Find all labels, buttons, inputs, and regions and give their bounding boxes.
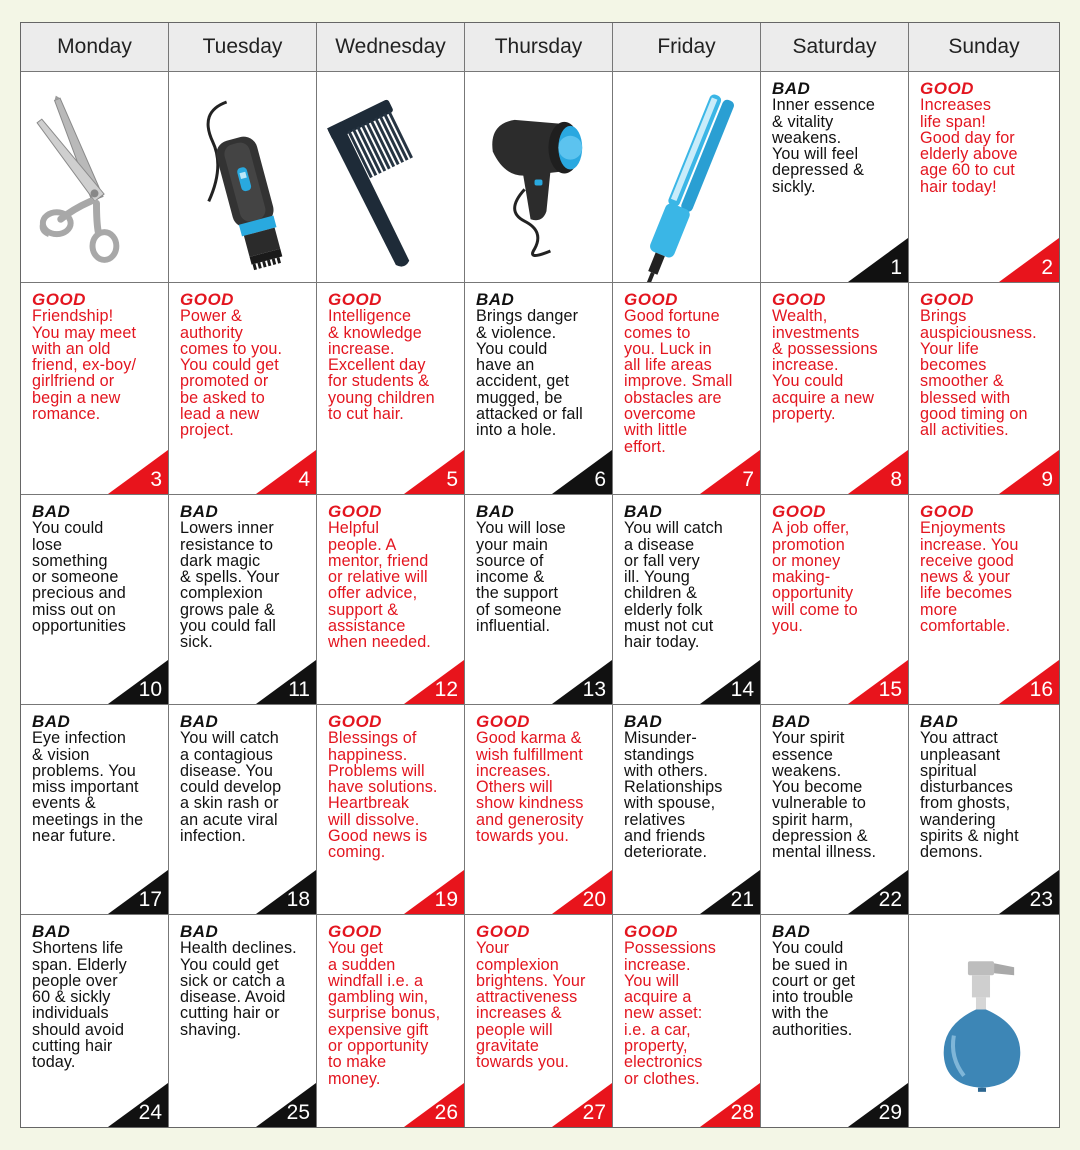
day-number: 26 — [434, 1101, 458, 1124]
day-description: Possessions increase. You will acquire a new asset: i.e. a car, property, electronics or clothes. — [624, 939, 716, 1088]
day-description: Your spirit essence weakens. You become vulnerable to spirit harm, depression & mental illness. — [772, 729, 877, 862]
day-cell — [613, 915, 761, 1127]
hair-clipper-icon — [169, 72, 316, 282]
day-cell — [613, 283, 761, 495]
spray-bottle-image-cell — [909, 915, 1059, 1127]
day-number: 12 — [434, 678, 458, 701]
day-number: 3 — [150, 468, 162, 491]
day-forecast — [624, 924, 754, 1087]
day-number: 27 — [582, 1101, 606, 1124]
day-description: Lowers inner resistance to dark magic & spells. Your complexion grows pale & you could fall sick. — [180, 519, 280, 652]
day-number: 10 — [138, 678, 162, 701]
day-verdict: BAD — [624, 502, 663, 521]
day-forecast — [328, 504, 458, 651]
hair-clipper-image-cell — [169, 72, 317, 283]
day-cell — [317, 705, 465, 915]
spray-bottle-icon — [909, 915, 1059, 1127]
day-forecast — [476, 292, 606, 439]
day-forecast — [32, 292, 162, 422]
day-verdict: BAD — [772, 922, 811, 941]
day-forecast — [180, 714, 310, 844]
day-description: A job offer, promotion or money making- opportunity will come to you. — [772, 519, 858, 636]
day-number: 23 — [1029, 888, 1053, 911]
day-forecast — [32, 504, 162, 634]
day-verdict: BAD — [772, 79, 811, 98]
day-forecast — [328, 292, 458, 422]
day-description: You will lose your main source of income & the support of someone influential. — [476, 519, 566, 636]
day-description: Health declines. You could get sick or catch a disease. Avoid cutting hair or shaving. — [180, 939, 297, 1039]
day-verdict: BAD — [180, 502, 219, 521]
day-forecast — [476, 924, 606, 1071]
day-description: Intelligence & knowledge increase. Excellent day for students & young children to cut hair. — [328, 307, 435, 424]
day-forecast — [476, 714, 606, 844]
day-cell — [613, 495, 761, 705]
day-number: 9 — [1041, 468, 1053, 491]
day-number: 8 — [890, 468, 902, 491]
day-verdict: BAD — [32, 502, 71, 521]
weekday-header-sunday: Sunday — [909, 23, 1059, 72]
day-cell — [465, 705, 613, 915]
weekday-header-wednesday: Wednesday — [317, 23, 465, 72]
day-verdict: GOOD — [772, 502, 826, 521]
day-number: 19 — [434, 888, 458, 911]
hair-cutting-calendar — [20, 22, 1060, 1128]
day-verdict: GOOD — [328, 712, 382, 731]
hair-straightener-icon — [613, 72, 760, 282]
day-description: You get a sudden windfall i.e. a gambling win, surprise bonus, expensive gift or opportunity to make money. — [328, 939, 441, 1088]
day-number: 25 — [286, 1101, 310, 1124]
day-description: Enjoyments increase. You receive good news & your life becomes more comfortable. — [920, 519, 1019, 636]
comb-image-cell — [317, 72, 465, 283]
day-cell — [761, 72, 909, 283]
day-forecast — [328, 924, 458, 1087]
day-number: 21 — [730, 888, 754, 911]
scissors-icon — [21, 72, 168, 282]
day-description: Your complexion brightens. Your attractiveness increases & people will gravitate towards you. — [476, 939, 586, 1072]
day-cell — [317, 495, 465, 705]
day-description: Helpful people. A mentor, friend or relative will offer advice, support & assistance when needed. — [328, 519, 431, 652]
day-verdict: GOOD — [624, 922, 678, 941]
day-description: You could lose something or someone precious and miss out on opportunities — [32, 519, 126, 636]
day-verdict: GOOD — [476, 922, 530, 941]
day-cell — [613, 705, 761, 915]
day-verdict: BAD — [476, 290, 515, 309]
day-forecast — [32, 714, 162, 844]
day-forecast — [772, 714, 902, 861]
day-forecast — [328, 714, 458, 861]
day-forecast — [180, 292, 310, 439]
day-verdict: GOOD — [772, 290, 826, 309]
day-cell — [21, 283, 169, 495]
day-number: 28 — [730, 1101, 754, 1124]
day-number: 6 — [594, 468, 606, 491]
day-description: Brings danger & violence. You could have an accident, get mugged, be attacked or fall into a hole. — [476, 307, 583, 440]
day-cell — [761, 495, 909, 705]
day-description: Inner essence & vitality weakens. You will feel depressed & sickly. — [772, 96, 875, 196]
day-forecast — [772, 81, 902, 195]
day-verdict: GOOD — [180, 290, 234, 309]
day-forecast — [32, 924, 162, 1071]
day-cell — [21, 495, 169, 705]
day-verdict: GOOD — [32, 290, 86, 309]
day-cell — [761, 705, 909, 915]
hair-straightener-image-cell — [613, 72, 761, 283]
day-cell — [169, 915, 317, 1127]
day-verdict: BAD — [180, 712, 219, 731]
day-description: Blessings of happiness. Problems will have solutions. Heartbreak will dissolve. Good news is coming. — [328, 729, 438, 862]
day-forecast — [180, 504, 310, 651]
day-verdict: BAD — [624, 712, 663, 731]
day-forecast — [920, 81, 1053, 195]
day-number: 11 — [288, 678, 310, 701]
day-verdict: BAD — [476, 502, 515, 521]
day-description: You attract unpleasant spiritual disturbances from ghosts, wandering spirits & night demons. — [920, 729, 1019, 862]
day-verdict: BAD — [32, 922, 71, 941]
day-number: 17 — [138, 888, 162, 911]
day-verdict: BAD — [772, 712, 811, 731]
day-verdict: GOOD — [328, 502, 382, 521]
day-forecast — [624, 714, 754, 861]
day-description: Misunder- standings with others. Relationships with spouse, relatives and friends deteriorate. — [624, 729, 723, 862]
day-description: You will catch a contagious disease. You could develop a skin rash or an acute viral infection. — [180, 729, 282, 846]
day-cell — [317, 915, 465, 1127]
day-verdict: GOOD — [624, 290, 678, 309]
day-description: Increases life span! Good day for elderly above age 60 to cut hair today! — [920, 96, 1018, 196]
day-verdict: BAD — [32, 712, 71, 731]
day-description: Friendship! You may meet with an old friend, ex-boy/ girlfriend or begin a new romance. — [32, 307, 137, 424]
comb-icon — [317, 72, 464, 282]
day-description: You could be sued in court or get into trouble with the authorities. — [772, 939, 856, 1039]
day-cell — [909, 495, 1059, 705]
day-forecast — [180, 924, 310, 1038]
day-forecast — [920, 292, 1053, 439]
day-forecast — [772, 924, 902, 1038]
weekday-header-monday: Monday — [21, 23, 169, 72]
day-cell — [761, 283, 909, 495]
day-number: 14 — [730, 678, 754, 701]
day-number: 13 — [582, 678, 606, 701]
weekday-header-thursday: Thursday — [465, 23, 613, 72]
day-forecast — [772, 504, 902, 634]
day-number: 5 — [446, 468, 458, 491]
day-forecast — [920, 504, 1053, 634]
day-verdict: GOOD — [328, 290, 382, 309]
weekday-header-saturday: Saturday — [761, 23, 909, 72]
day-verdict: GOOD — [328, 922, 382, 941]
day-verdict: BAD — [180, 922, 219, 941]
day-cell — [169, 283, 317, 495]
weekday-header-friday: Friday — [613, 23, 761, 72]
day-number: 24 — [138, 1101, 162, 1124]
day-forecast — [624, 292, 754, 455]
day-number: 2 — [1041, 256, 1053, 279]
day-cell — [465, 495, 613, 705]
day-description: Eye infection & vision problems. You miss important events & meetings in the near future. — [32, 729, 144, 846]
day-cell — [909, 72, 1059, 283]
day-cell — [465, 915, 613, 1127]
day-cell — [909, 283, 1059, 495]
day-forecast — [920, 714, 1053, 861]
day-forecast — [772, 292, 902, 422]
day-verdict: GOOD — [476, 712, 530, 731]
day-number: 15 — [878, 678, 902, 701]
day-number: 20 — [582, 888, 606, 911]
day-verdict: GOOD — [920, 502, 974, 521]
day-description: Power & authority comes to you. You could get promoted or be asked to lead a new project. — [180, 307, 283, 440]
weekday-header-tuesday: Tuesday — [169, 23, 317, 72]
day-cell — [169, 705, 317, 915]
day-description: Brings auspiciousness. Your life becomes smoother & blessed with good timing on all activities. — [920, 307, 1037, 440]
day-cell — [169, 495, 317, 705]
day-cell — [21, 915, 169, 1127]
day-description: Shortens life span. Elderly people over 60 & sickly individuals should avoid cutting hair today. — [32, 939, 127, 1072]
scissors-image-cell — [21, 72, 169, 283]
day-description: You will catch a disease or fall very ill. Young children & elderly folk must not cut hair today. — [624, 519, 723, 652]
day-verdict: BAD — [920, 712, 959, 731]
day-number: 7 — [742, 468, 754, 491]
day-cell — [909, 705, 1059, 915]
day-description: Wealth, investments & possessions increase. You could acquire a new property. — [772, 307, 878, 424]
day-number: 16 — [1029, 678, 1053, 701]
day-number: 18 — [286, 888, 310, 911]
day-number: 4 — [298, 468, 310, 491]
day-forecast — [476, 504, 606, 634]
day-number: 22 — [878, 888, 902, 911]
hair-dryer-icon — [465, 72, 612, 282]
day-number: 29 — [878, 1101, 902, 1124]
day-cell — [317, 283, 465, 495]
day-number: 1 — [890, 256, 902, 279]
day-forecast — [624, 504, 754, 651]
day-verdict: GOOD — [920, 290, 974, 309]
hair-dryer-image-cell — [465, 72, 613, 283]
day-verdict: GOOD — [920, 79, 974, 98]
day-cell — [21, 705, 169, 915]
day-cell — [761, 915, 909, 1127]
day-description: Good fortune comes to you. Luck in all life areas improve. Small obstacles are overcome with little effort. — [624, 307, 733, 456]
day-cell — [465, 283, 613, 495]
day-description: Good karma & wish fulfillment increases. Others will show kindness and generosity towards you. — [476, 729, 584, 846]
